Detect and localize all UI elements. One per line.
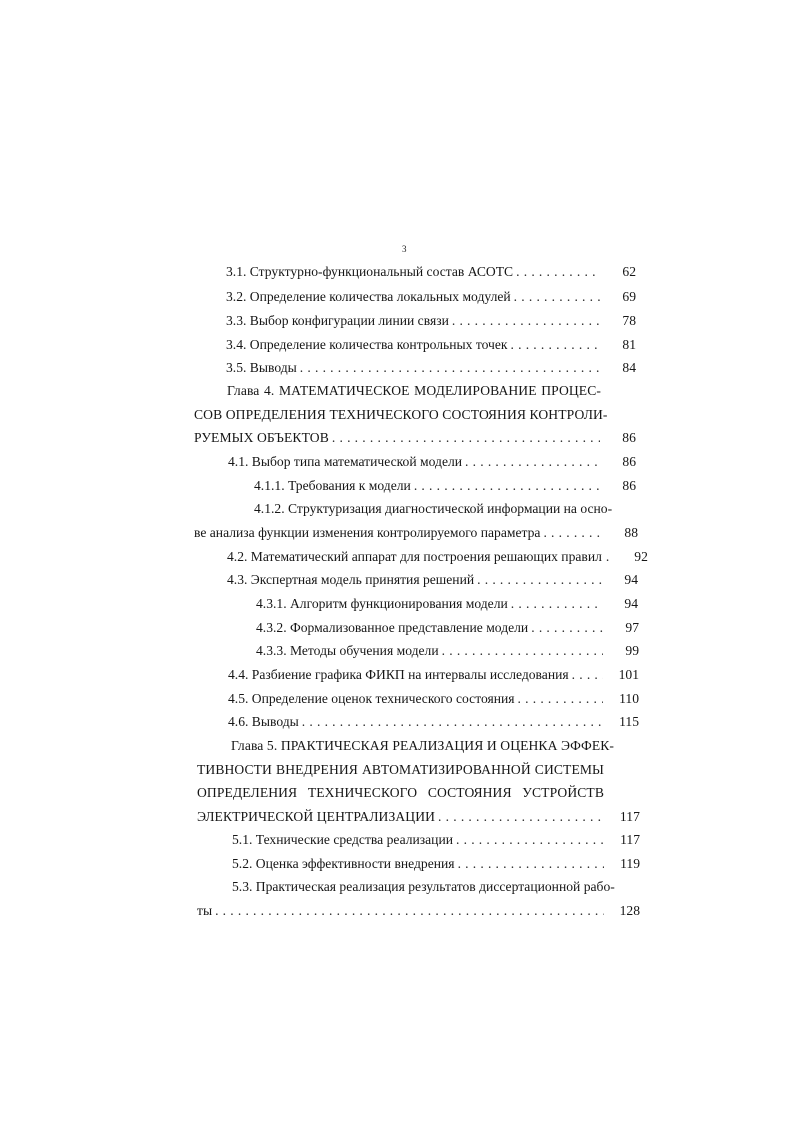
toc-entry-title: 4.3. Экспертная модель принятия решений [227, 572, 475, 587]
toc-entry-3-1[interactable] [226, 262, 636, 282]
toc-entry-title: 4.3.3. Методы обучения модели [256, 643, 439, 658]
toc-entry-4-3-3[interactable] [256, 641, 639, 661]
toc-entry-4-1-2-line-2[interactable] [194, 523, 638, 543]
toc-chapter-5-line-2[interactable]: ТИВНОСТИ ВНЕДРЕНИЯ АВТОМАТИЗИРОВАННОЙ СИСТЕМЫ [197, 762, 604, 777]
leader-dots [572, 665, 603, 685]
toc-entry-title: 5.2. Оценка эффективности внедрения [232, 856, 455, 871]
leader-dots [300, 358, 600, 378]
toc-entry-title: 3.5. Выводы [226, 360, 297, 375]
toc-entry-title: 4.2. Математический аппарат для построения решающих правил [227, 549, 602, 564]
toc-entry-title: 4.6. Выводы [228, 714, 299, 729]
toc-entry-4-3-2[interactable] [256, 618, 639, 638]
leader-dots [332, 428, 600, 448]
toc-entry-5-3-line-1[interactable]: 5.3. Практическая реализация результатов диссертационной рабо- [232, 879, 615, 894]
leader-dots [442, 641, 603, 661]
toc-entry-title: 3.3. Выбор конфигурации линии связи [226, 313, 449, 328]
toc-entry-page: 81 [622, 337, 636, 352]
toc-entry-title: ты [197, 903, 213, 918]
leader-dots [518, 689, 603, 709]
toc-entry-5-3-line-2[interactable] [197, 901, 640, 921]
toc-entry-page: 119 [620, 856, 640, 871]
toc-entry-3-3[interactable] [226, 311, 636, 331]
toc-entry-4-1-2-line-1[interactable]: 4.1.2. Структуризация диагностической информации на осно- [254, 501, 613, 516]
toc-entry-page: 88 [624, 525, 638, 540]
leader-dots [215, 901, 604, 921]
toc-entry-title: РУЕМЫХ ОБЪЕКТОВ [194, 430, 329, 445]
toc-entry-4-3-1[interactable] [256, 594, 638, 614]
leader-dots [606, 547, 612, 567]
toc-entry-page: 84 [622, 360, 636, 375]
toc-entry-page: 128 [619, 903, 640, 918]
toc-entry-page: 97 [625, 620, 639, 635]
toc-entry-page: 69 [622, 289, 636, 304]
toc-entry-page: 94 [624, 596, 638, 611]
toc-entry-4-1[interactable] [228, 452, 636, 472]
toc-entry-page: 78 [622, 313, 636, 328]
toc-entry-4-5[interactable] [228, 689, 639, 709]
toc-entry-5-2[interactable] [232, 854, 640, 874]
toc-entry-page: 101 [618, 667, 639, 682]
toc-chapter-5-line-4[interactable] [197, 807, 640, 827]
leader-dots [302, 712, 603, 732]
toc-entry-page: 115 [619, 714, 639, 729]
toc-entry-title: 3.2. Определение количества локальных модулей [226, 289, 511, 304]
leader-dots [458, 854, 604, 874]
toc-entry-page: 86 [622, 430, 636, 445]
leader-dots [514, 287, 600, 307]
leader-dots [414, 476, 600, 496]
toc-entry-page: 117 [619, 809, 640, 824]
toc-entry-page: 92 [634, 549, 648, 564]
leader-dots [516, 262, 600, 282]
toc-entry-5-1[interactable] [232, 830, 640, 850]
toc-entry-4-3[interactable] [227, 570, 638, 590]
page-number: 3 [402, 244, 407, 254]
leader-dots [452, 311, 600, 331]
toc-entry-3-2[interactable] [226, 287, 636, 307]
leader-dots [511, 594, 602, 614]
toc-entry-title: 3.1. Структурно-функциональный состав АСОТС [226, 264, 514, 279]
toc-entry-title: ве анализа функции изменения контролируемого параметра [194, 525, 541, 540]
toc-chapter-5-line-1[interactable]: Глава 5. ПРАКТИЧЕСКАЯ РЕАЛИЗАЦИЯ И ОЦЕНКА ЭФФЕК- [231, 738, 615, 753]
leader-dots [543, 523, 602, 543]
toc-entry-page: 86 [622, 478, 636, 493]
toc-entry-title: 4.1.1. Требования к модели [254, 478, 411, 493]
toc-chapter-4-line-3[interactable] [194, 428, 636, 448]
toc-chapter-5-line-3[interactable]: ОПРЕДЕЛЕНИЯ ТЕХНИЧЕСКОГО СОСТОЯНИЯ УСТРОЙСТВ [197, 785, 604, 800]
leader-dots [465, 452, 600, 472]
leader-dots [531, 618, 603, 638]
leader-dots [456, 830, 604, 850]
toc-entry-title: 3.4. Определение количества контрольных точек [226, 337, 508, 352]
toc-entry-title: 4.3.2. Формализованное представление модели [256, 620, 529, 635]
leader-dots [438, 807, 604, 827]
toc-entry-3-5[interactable] [226, 358, 636, 378]
toc-chapter-4-line-1[interactable]: Глава 4. МАТЕМАТИЧЕСКОЕ МОДЕЛИРОВАНИЕ ПРОЦЕС- [227, 383, 601, 398]
toc-entry-page: 86 [622, 454, 636, 469]
toc-entry-page: 94 [624, 572, 638, 587]
toc-entry-3-4[interactable] [226, 335, 636, 355]
toc-entry-title: 5.1. Технические средства реализации [232, 832, 454, 847]
toc-entry-4-1-1[interactable] [254, 476, 636, 496]
toc-entry-page: 110 [619, 691, 639, 706]
toc-entry-4-4[interactable] [228, 665, 639, 685]
leader-dots [511, 335, 601, 355]
toc-entry-page: 62 [622, 264, 636, 279]
toc-entry-title: 4.3.1. Алгоритм функционирования модели [256, 596, 508, 611]
toc-entry-page: 117 [620, 832, 640, 847]
toc-entry-title: 4.5. Определение оценок технического состояния [228, 691, 515, 706]
toc-entry-4-6[interactable] [228, 712, 639, 732]
leader-dots [477, 570, 602, 590]
toc-entry-title: ЭЛЕКТРИЧЕСКОЙ ЦЕНТРАЛИЗАЦИИ [197, 809, 436, 824]
toc-entry-title: 4.4. Разбиение графика ФИКП на интервалы исследования [228, 667, 569, 682]
toc-chapter-4-line-2[interactable]: СОВ ОПРЕДЕЛЕНИЯ ТЕХНИЧЕСКОГО СОСТОЯНИЯ КОНТРОЛИ- [194, 407, 608, 422]
toc-entry-4-2[interactable] [227, 547, 648, 567]
toc-entry-page: 99 [625, 643, 639, 658]
toc-entry-title: 4.1. Выбор типа математической модели [228, 454, 463, 469]
